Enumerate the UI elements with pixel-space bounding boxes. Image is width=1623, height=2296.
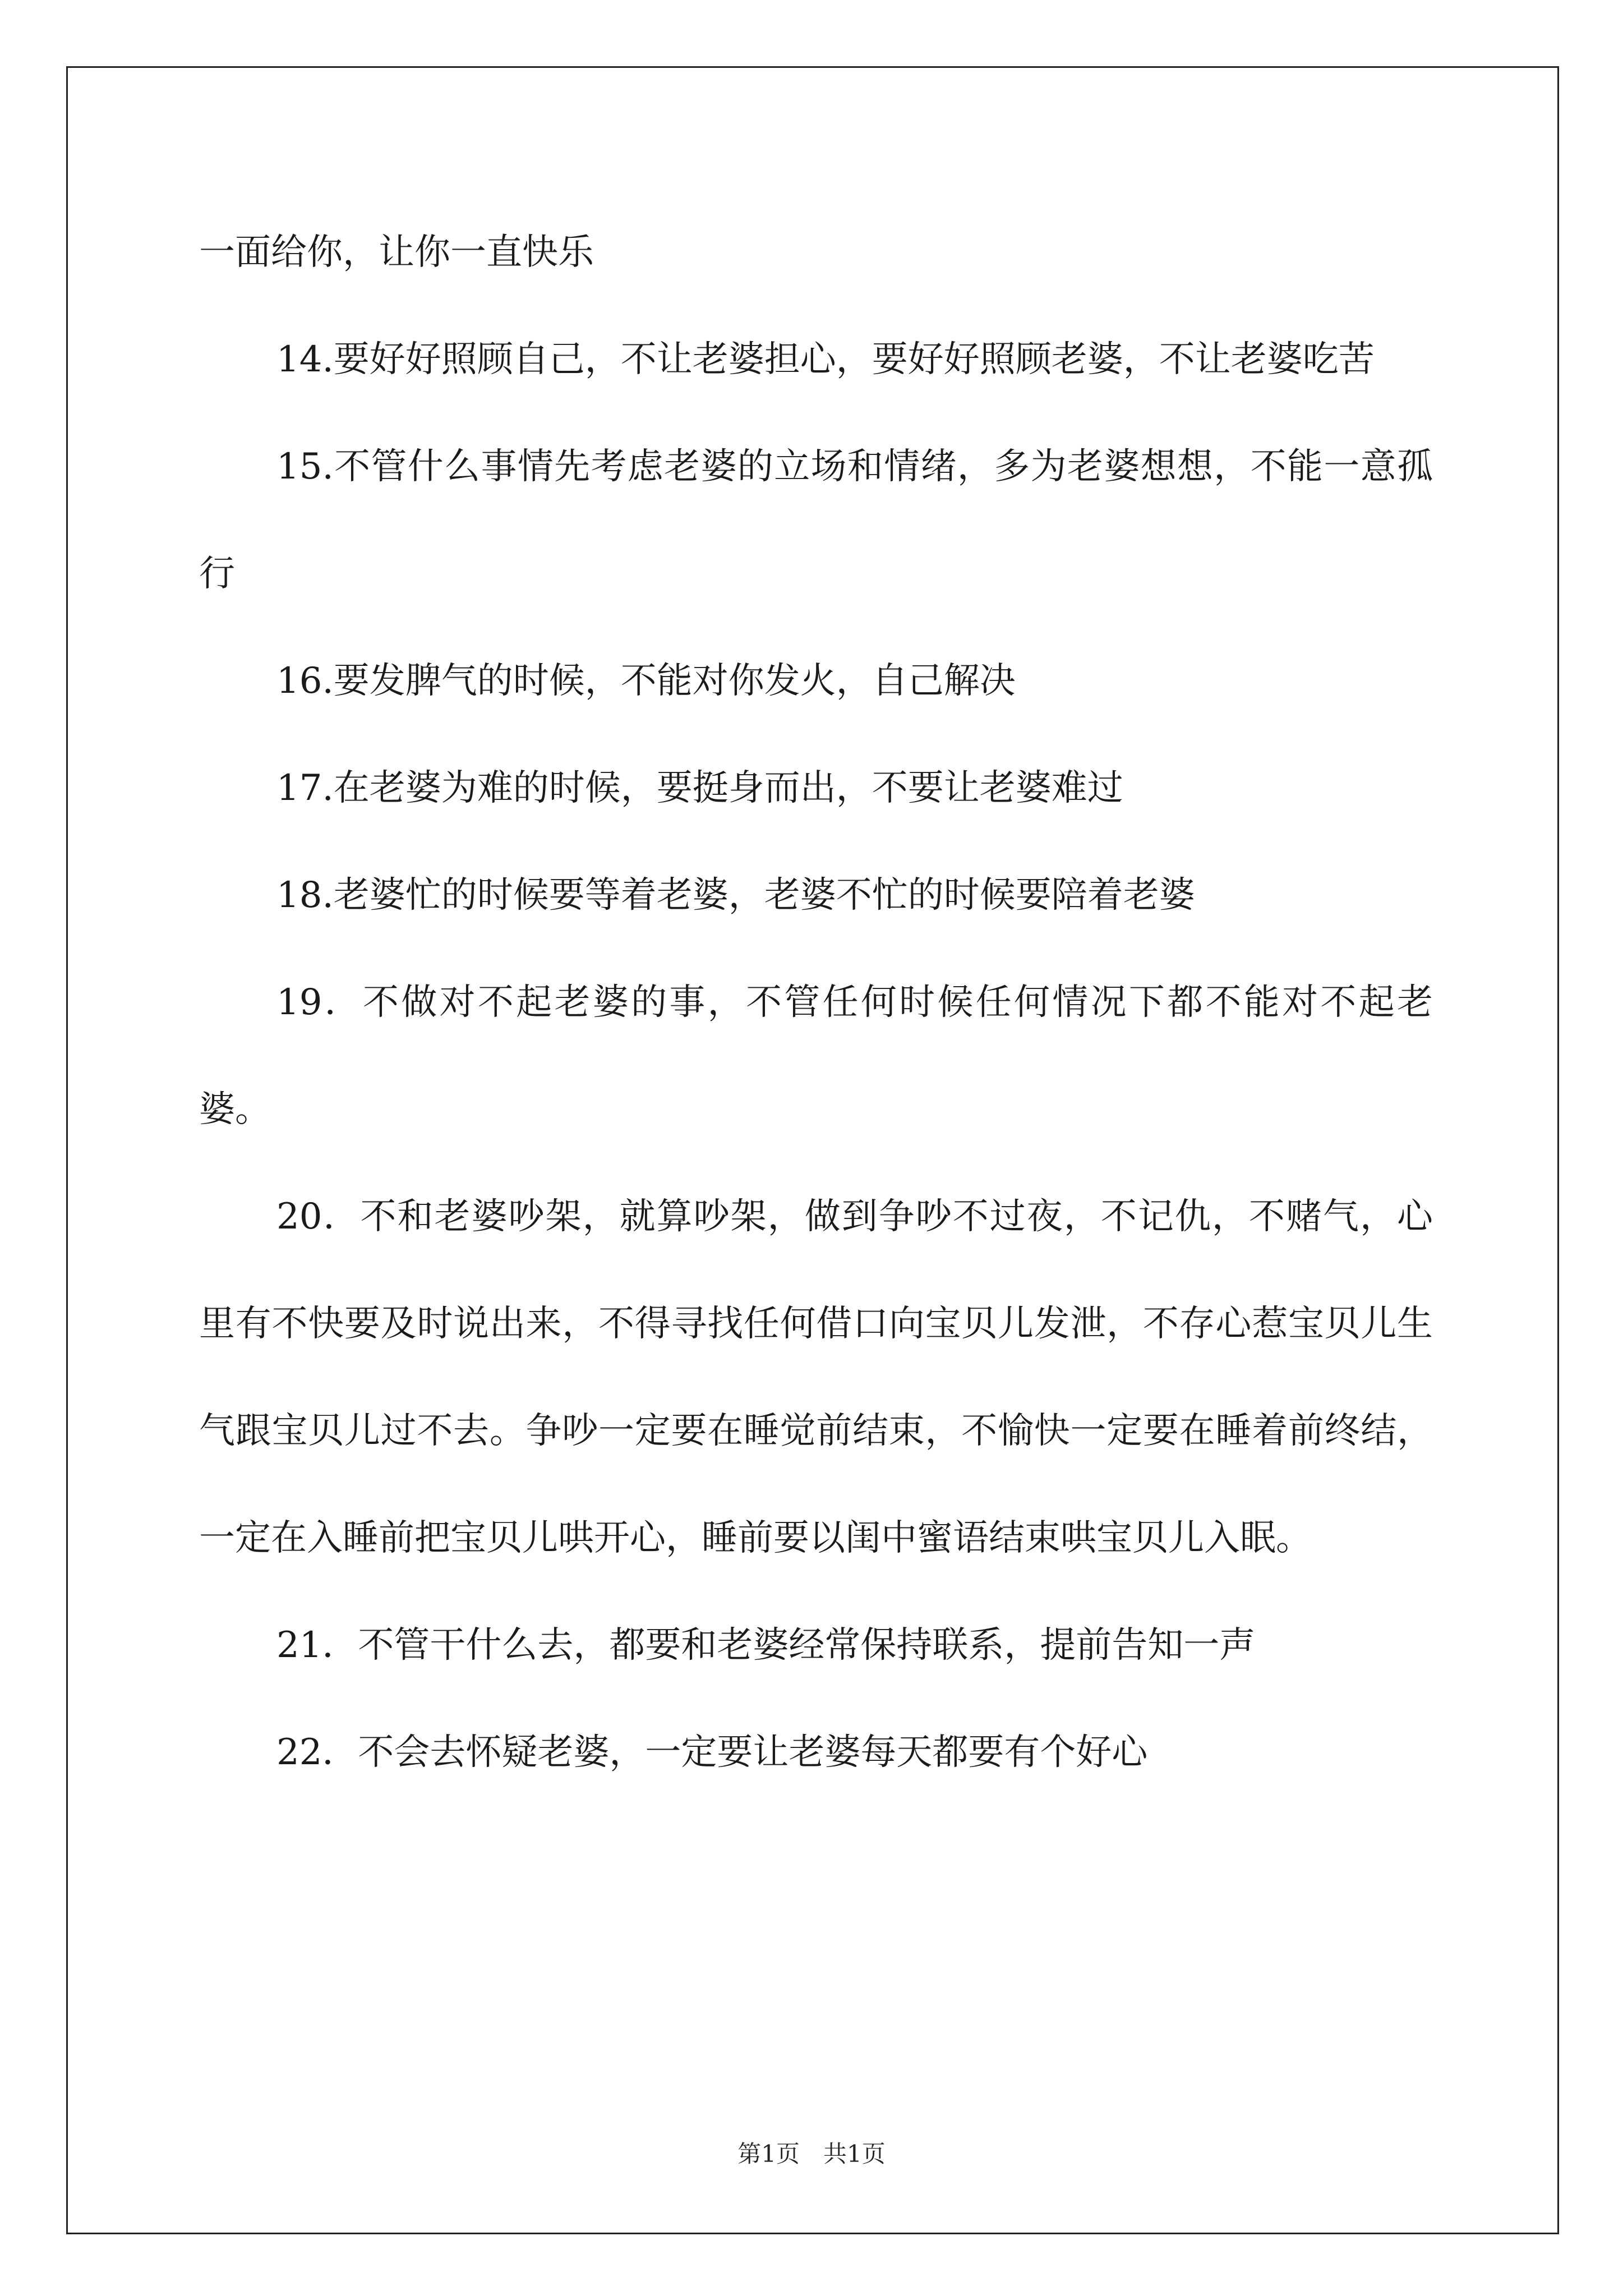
paragraph-item-22: 22．不会去怀疑老婆，一定要让老婆每天都要有个好心 xyxy=(276,1732,1148,1773)
paragraph-item-21: 21．不管干什么去，都要和老婆经常保持联系，提前告知一声 xyxy=(276,1625,1256,1666)
paragraph-item-20: 20．不和老婆吵架，就算吵架，做到争吵不过夜，不记仇，不赌气，心里有不快要及时说出来，不得寻找任何借口向宝贝儿发泄，不存心惹宝贝儿生气跟宝贝儿过不去。争吵一定要在睡觉前结束，不愉快一定要在睡着前终结，一定在入睡前把宝贝儿哄开心，睡前要以闺中蜜语结束哄宝贝儿入眠。 xyxy=(199,1196,1433,1559)
paragraph-item-15: 15.不管什么事情先考虑老婆的立场和情绪，多为老婆想想，不能一意孤行 xyxy=(199,446,1433,595)
page-number-footer: 第1页 共1页 xyxy=(737,2140,886,2168)
paragraph-continuation: 一面给你，让你一直快乐 xyxy=(199,232,594,273)
document-body xyxy=(199,199,1433,1806)
paragraph-item-18: 18.老婆忙的时候要等着老婆，老婆不忙的时候要陪着老婆 xyxy=(276,875,1195,916)
paragraph-item-14: 14.要好好照顾自己，不让老婆担心，要好好照顾老婆，不让老婆吃苦 xyxy=(276,339,1375,380)
paragraph-item-19: 19．不做对不起老婆的事，不管任何时候任何情况下都不能对不起老婆。 xyxy=(199,982,1433,1130)
paragraph-item-17: 17.在老婆为难的时候，要挺身而出，不要让老婆难过 xyxy=(276,767,1123,809)
paragraph-item-16: 16.要发脾气的时候，不能对你发火，自己解决 xyxy=(276,660,1016,702)
